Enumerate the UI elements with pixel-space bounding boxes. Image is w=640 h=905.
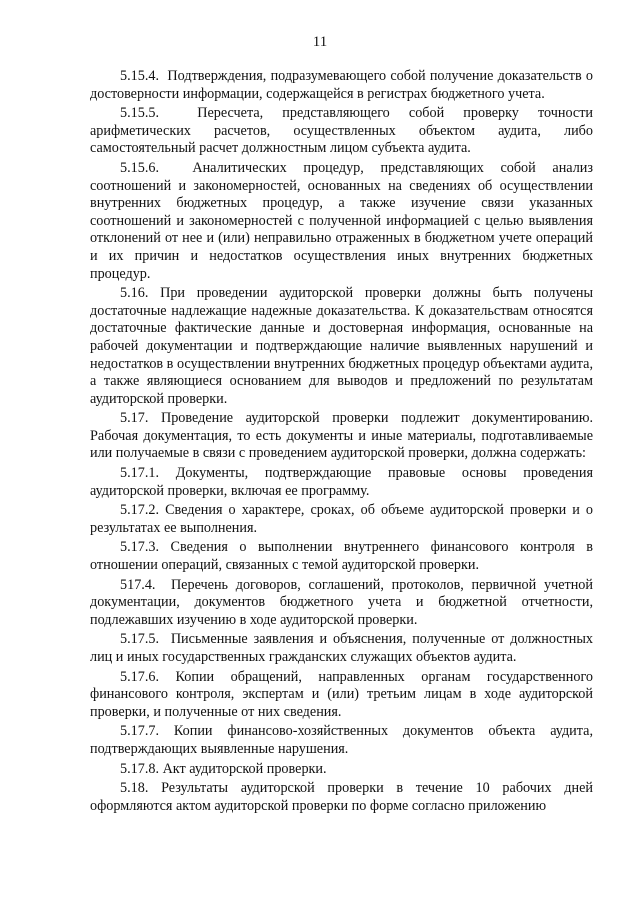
- document-body: [90, 68, 593, 817]
- paragraph-5-17-3: 5.17.3. Сведения о выполнении внутреннего финансового контроля в отношении операций, связанных с темой аудиторской проверки.: [90, 539, 593, 574]
- page-number: 11: [312, 34, 328, 50]
- paragraph-5-17-1: 5.17.1. Документы, подтверждающие правовые основы проведения аудиторской проверки, включая ее программу.: [90, 465, 593, 499]
- paragraph-5-17-2: 5.17.2. Сведения о характере, сроках, об объеме аудиторской проверки и о результатах ее выполнения.: [90, 502, 593, 536]
- paragraph-5-17-5: 5.17.5. Письменные заявления и объяснения, полученные от должностных лиц и иных государственных гражданских служащих объектов аудита.: [90, 631, 593, 665]
- paragraph-5-17-7: 5.17.7. Копии финансово-хозяйственных документов объекта аудита, подтверждающих выявленные нарушения.: [90, 723, 593, 757]
- paragraph-5-17-8: 5.17.8. Акт аудиторской проверки.: [120, 760, 327, 777]
- paragraph-5-15-4: 5.15.4. Подтверждения, подразумевающего собой получение доказательств о достоверности информации, содержащейся в регистрах бюджетного учета.: [90, 68, 593, 102]
- paragraph-5-15-6: 5.15.6. Аналитических процедур, представляющих собой анализ соотношений и закономерностей, основанных на сведениях об осуществлении внутренних бюджетных процедур, а также изучение связи указанных соотношений и закономерностей с полученной информацией с целью выявления отклонений от нее и (или) неправильно отраженных в бюджетном учете операций и их причин и недостатков осуществления иных внутренних бюджетных процедур.: [90, 159, 593, 282]
- paragraph-5-15-5: 5.15.5. Пересчета, представляющего собой проверку точности арифметических расчетов, осуществленных объектом аудита, либо самостоятельный расчет должностным лицом субъекта аудита.: [90, 105, 593, 157]
- paragraph-5-16: 5.16. При проведении аудиторской проверки должны быть получены достаточные надлежащие надежные доказательства. К доказательствам относятся достаточные фактические данные и достоверная информация, основанные на рабочей документации и подтверждающие наличие выявленных нарушений и недостатков в осуществлении внутренних бюджетных процедур объектами аудита, а также являющиеся основанием для выводов и предложений по результатам аудиторской проверки.: [90, 285, 593, 407]
- paragraph-5-17-6: 5.17.6. Копии обращений, направленных органам государственного финансового контроля, экспертам и (или) третьим лицам в ходе аудиторской проверки, и полученные от них сведения.: [90, 668, 593, 720]
- paragraph-5-17: 5.17. Проведение аудиторской проверки подлежит документированию. Рабочая документация, то есть документы и иные материалы, подготавливаемые или получаемые в связи с проведением аудиторской проверки, должна содержать:: [90, 410, 593, 462]
- paragraph-5-18: 5.18. Результаты аудиторской проверки в течение 10 рабочих дней оформляются актом аудиторской проверки по форме согласно приложению: [90, 780, 593, 814]
- paragraph-5-17-4: 517.4. Перечень договоров, соглашений, протоколов, первичной учетной документации, документов бюджетного учета и бюджетной отчетности, подлежавших изучению в ходе аудиторской проверки.: [90, 576, 593, 628]
